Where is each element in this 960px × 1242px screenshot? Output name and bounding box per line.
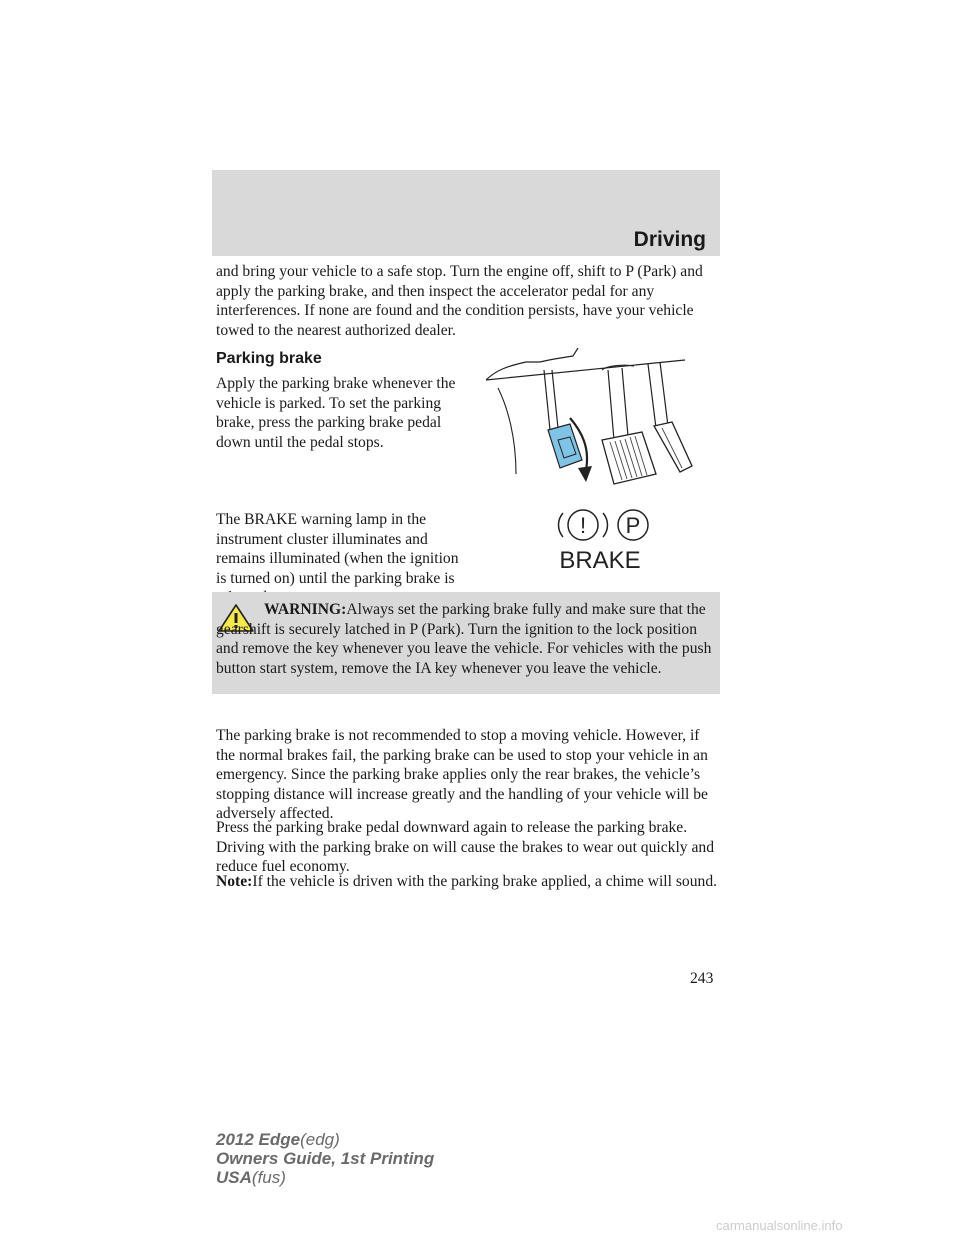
note-label: Note:	[216, 873, 253, 890]
footer-market-code: (fus)	[251, 1168, 286, 1187]
footer-market: USA	[216, 1168, 252, 1187]
watermark: carmanualsonline.info	[716, 1218, 843, 1233]
footer-guide: Owners Guide, 1st Printing	[216, 1149, 435, 1168]
warning-body: Always set the parking brake fully and make sure that the gearshift is securely latched in P (Park). Turn the ignition to the lock position and remove the key whenever you leave the vehicle. For vehicles with the push button start system, remove the IA key whenever you leave the vehicle.	[216, 601, 712, 677]
body-paragraph-1: The parking brake is not recommended to stop a moving vehicle. However, if the normal brakes fail, the parking brake can be used to stop your vehicle in an emergency. Since the parking brake applies only the rear brakes, the vehicle’s stopping distance will increase greatly and the handling of your vehicle will be adversely affected.	[216, 727, 708, 822]
parking-brake-heading: Parking brake	[216, 350, 322, 367]
parking-brake-pedal-illustration	[478, 348, 708, 503]
note-text: If the vehicle is driven with the parking brake applied, a chime will sound.	[252, 873, 718, 890]
brake-warning-lamp-symbol	[553, 508, 653, 577]
brake-lamp-paragraph: The BRAKE warning lamp in the instrument cluster illuminates and remains illuminated (when the ignition is turned on) until the parking brake is	[216, 511, 459, 587]
page-number: 243	[690, 970, 714, 987]
warning-label: WARNING:	[264, 601, 347, 618]
note-paragraph	[216, 872, 720, 892]
lamp-label: BRAKE	[559, 547, 641, 572]
warning-text	[216, 600, 716, 678]
footer-model: 2012 Edge	[216, 1130, 301, 1149]
section-header-band	[212, 170, 720, 256]
body-paragraph-2: Press the parking brake pedal downward again to release the parking brake. Driving with the parking brake on will cause the brakes to wear out quickly and reduce fuel economy.	[216, 819, 714, 875]
lamp-symbol-p: P	[625, 513, 641, 538]
intro-paragraph: and bring your vehicle to a safe stop. Turn the engine off, shift to P (Park) and apply the parking brake, and then inspect the accelerator pedal for any interferences. If none are found and the condition persists, have your vehicle towed to the nearest authorized dealer.	[216, 263, 703, 339]
document-footer	[216, 1130, 434, 1187]
lamp-symbol-exclamation: !	[579, 513, 587, 538]
footer-model-code: (edg)	[300, 1130, 340, 1149]
apply-brake-paragraph: Apply the parking brake whenever the vehicle is parked. To set the parking brake, press the parking brake pedal down until the pedal stops.	[216, 375, 456, 451]
warning-box	[212, 592, 720, 694]
section-title: Driving	[633, 228, 706, 251]
